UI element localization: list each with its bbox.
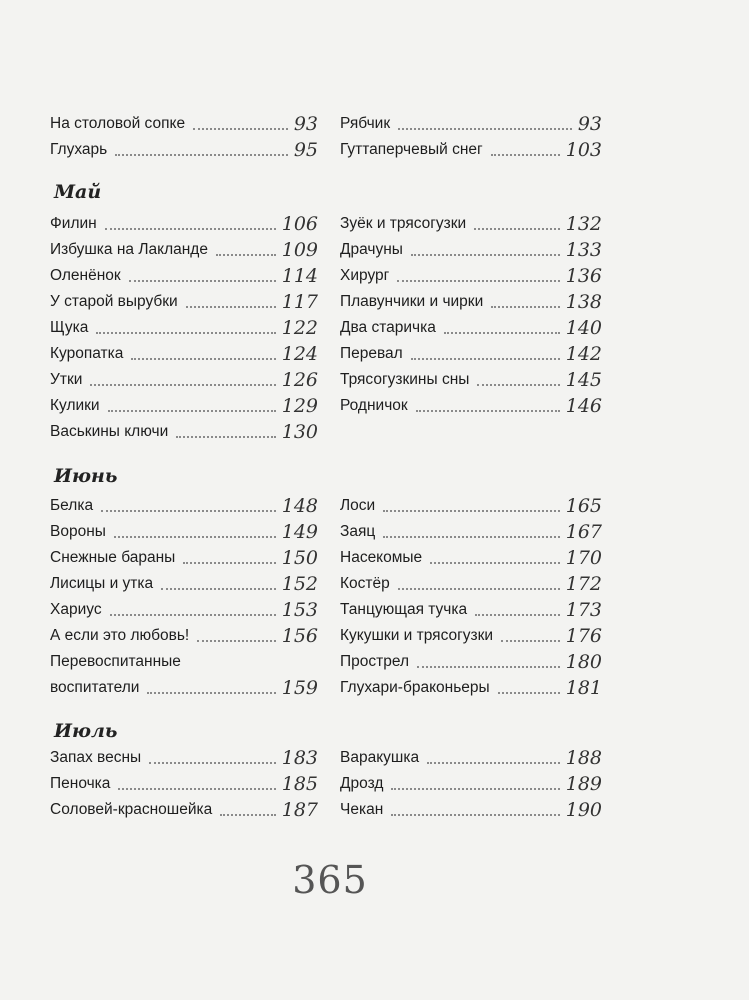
entry-page: 173 xyxy=(565,599,602,621)
entry-page: 117 xyxy=(281,291,318,313)
toc-entry xyxy=(50,548,318,568)
entry-title: Васькины ключи xyxy=(50,423,169,440)
toc-entry xyxy=(340,266,602,286)
entry-title: Гуттаперчевый снег xyxy=(340,141,483,158)
leader-dots xyxy=(115,154,288,156)
entry-page: 129 xyxy=(281,395,318,417)
toc-entry xyxy=(50,600,318,620)
entry-title: Утки xyxy=(50,371,83,388)
leader-dots xyxy=(475,614,560,616)
entry-title: Костёр xyxy=(340,575,390,592)
entry-title: Щука xyxy=(50,319,89,336)
entry-title: Глухарь xyxy=(50,141,108,158)
leader-dots xyxy=(417,666,560,668)
leader-dots xyxy=(391,788,559,790)
entry-page: 188 xyxy=(565,747,602,769)
toc-entry xyxy=(340,652,602,672)
toc-entry xyxy=(340,496,602,516)
toc-entry xyxy=(340,370,602,390)
toc-entry xyxy=(340,600,602,620)
toc-entry xyxy=(340,774,602,794)
entry-title: Кулики xyxy=(50,397,100,414)
entry-title: Заяц xyxy=(340,523,376,540)
entry-title: Зуёк и трясогузки xyxy=(340,215,467,232)
entry-page: 136 xyxy=(565,265,602,287)
toc-entry xyxy=(340,292,602,312)
toc-entry xyxy=(50,396,318,416)
toc-entry xyxy=(50,800,318,820)
entry-page: 109 xyxy=(281,239,318,261)
toc-entry xyxy=(50,344,318,364)
toc-entry xyxy=(50,422,318,442)
leader-dots xyxy=(398,588,560,590)
leader-dots xyxy=(96,332,275,334)
entry-page: 156 xyxy=(281,625,318,647)
entry-title: Драчуны xyxy=(340,241,403,258)
entry-page: 126 xyxy=(281,369,318,391)
toc-entry xyxy=(50,266,318,286)
toc-entry xyxy=(50,574,318,594)
entry-page: 150 xyxy=(281,547,318,569)
toc-entry xyxy=(340,748,602,768)
entry-title: Кукушки и трясогузки xyxy=(340,627,494,644)
entry-title: Оленёнок xyxy=(50,267,121,284)
entry-title: Насекомые xyxy=(340,549,423,566)
toc-entry xyxy=(340,396,602,416)
leader-dots xyxy=(398,128,572,130)
leader-dots xyxy=(477,384,559,386)
entry-page: 133 xyxy=(565,239,602,261)
leader-dots xyxy=(108,410,276,412)
leader-dots xyxy=(501,640,560,642)
entry-page: 106 xyxy=(281,213,318,235)
entry-page: 187 xyxy=(281,799,318,821)
entry-page: 189 xyxy=(565,773,602,795)
leader-dots xyxy=(183,562,275,564)
entry-page: 142 xyxy=(565,343,602,365)
toc-entry xyxy=(50,214,318,234)
entry-title: Белка xyxy=(50,497,94,514)
toc-entry xyxy=(340,678,602,698)
entry-title: Пеночка xyxy=(50,775,111,792)
entry-title-line2: воспитатели xyxy=(50,679,140,696)
entry-page: 138 xyxy=(565,291,602,313)
entry-page: 140 xyxy=(565,317,602,339)
entry-page: 124 xyxy=(281,343,318,365)
entry-page: 93 xyxy=(577,113,602,135)
toc-entry xyxy=(340,548,602,568)
toc-entry xyxy=(50,774,318,794)
entry-title: Филин xyxy=(50,215,97,232)
leader-dots xyxy=(176,436,275,438)
entry-page: 103 xyxy=(565,139,602,161)
toc-entry xyxy=(50,370,318,390)
entry-page: 190 xyxy=(565,799,602,821)
toc-entry xyxy=(50,114,318,134)
toc-entry xyxy=(50,140,318,160)
leader-dots xyxy=(383,510,560,512)
leader-dots xyxy=(118,788,275,790)
entry-page: 132 xyxy=(565,213,602,235)
entry-page: 122 xyxy=(281,317,318,339)
entry-page: 170 xyxy=(565,547,602,569)
entry-page: 149 xyxy=(281,521,318,543)
leader-dots xyxy=(397,280,559,282)
entry-title: Варакушка xyxy=(340,749,420,766)
leader-dots xyxy=(110,614,276,616)
leader-dots xyxy=(416,410,560,412)
entry-page: 181 xyxy=(565,677,602,699)
toc-entry xyxy=(50,318,318,338)
leader-dots xyxy=(391,814,559,816)
entry-title: Рябчик xyxy=(340,115,391,132)
section-heading-may: Май xyxy=(54,181,102,203)
toc-entry xyxy=(50,522,318,542)
toc-entry xyxy=(50,292,318,312)
entry-title: Куропатка xyxy=(50,345,124,362)
toc-entry xyxy=(340,240,602,260)
page-number: 365 xyxy=(292,858,368,902)
toc-entry xyxy=(340,574,602,594)
entry-page: 167 xyxy=(565,521,602,543)
entry-page: 183 xyxy=(281,747,318,769)
entry-page: 145 xyxy=(565,369,602,391)
leader-dots xyxy=(193,128,288,130)
entry-title: Глухари-браконьеры xyxy=(340,679,490,696)
entry-title: Запах весны xyxy=(50,749,142,766)
toc-entry xyxy=(50,626,318,646)
leader-dots xyxy=(147,692,275,694)
entry-title: Трясогузкины сны xyxy=(340,371,470,388)
leader-dots xyxy=(216,254,276,256)
entry-line2 xyxy=(50,678,318,698)
leader-dots xyxy=(383,536,559,538)
entry-title-line1: Перевоспитанные xyxy=(50,653,181,670)
entry-page: 114 xyxy=(281,265,318,287)
entry-page: 148 xyxy=(281,495,318,517)
leader-dots xyxy=(114,536,276,538)
entry-title: Родничок xyxy=(340,397,408,414)
entry-title: Избушка на Лакланде xyxy=(50,241,208,258)
entry-title: Хариус xyxy=(50,601,102,618)
leader-dots xyxy=(444,332,560,334)
entry-page: 180 xyxy=(565,651,602,673)
leader-dots xyxy=(131,358,275,360)
leader-dots xyxy=(186,306,276,308)
entry-title: Перевал xyxy=(340,345,403,362)
entry-title: Вороны xyxy=(50,523,106,540)
toc-entry xyxy=(50,240,318,260)
entry-title: Прострел xyxy=(340,653,410,670)
leader-dots xyxy=(101,510,276,512)
entry-page: 95 xyxy=(293,139,318,161)
leader-dots xyxy=(411,358,560,360)
toc-entry xyxy=(340,318,602,338)
section-heading-july: Июль xyxy=(54,720,118,742)
entry-page: 165 xyxy=(565,495,602,517)
toc-entry xyxy=(340,626,602,646)
leader-dots xyxy=(491,306,559,308)
toc-entry xyxy=(340,214,602,234)
entry-title: У старой вырубки xyxy=(50,293,178,310)
entry-title: А если это любовь! xyxy=(50,627,190,644)
entry-page: 176 xyxy=(565,625,602,647)
leader-dots xyxy=(129,280,276,282)
entry-title: Чекан xyxy=(340,801,384,818)
section-heading-june: Июнь xyxy=(54,465,118,487)
leader-dots xyxy=(427,762,560,764)
leader-dots xyxy=(149,762,276,764)
entry-title: Танцующая тучка xyxy=(340,601,468,618)
entry-title: Плавунчики и чирки xyxy=(340,293,484,310)
entry-page: 130 xyxy=(281,421,318,443)
leader-dots xyxy=(90,384,275,386)
entry-title: Хирург xyxy=(340,267,390,284)
entry-title: Соловей-красношейка xyxy=(50,801,213,818)
leader-dots xyxy=(430,562,560,564)
leader-dots xyxy=(411,254,560,256)
entry-page: 185 xyxy=(281,773,318,795)
leader-dots xyxy=(220,814,276,816)
toc-entry xyxy=(340,344,602,364)
entry-title: Лисицы и утка xyxy=(50,575,154,592)
entry-title: Два старичка xyxy=(340,319,436,336)
entry-page: 146 xyxy=(565,395,602,417)
entry-title: Дрозд xyxy=(340,775,384,792)
leader-dots xyxy=(105,228,276,230)
leader-dots xyxy=(474,228,560,230)
entry-page: 152 xyxy=(281,573,318,595)
entry-page: 153 xyxy=(281,599,318,621)
toc-entry xyxy=(50,496,318,516)
leader-dots xyxy=(498,692,560,694)
toc-entry xyxy=(340,114,602,134)
leader-dots xyxy=(161,588,276,590)
entry-title: Снежные бараны xyxy=(50,549,176,566)
entry-page: 159 xyxy=(281,677,318,699)
toc-entry xyxy=(340,522,602,542)
entry-page: 93 xyxy=(293,113,318,135)
toc-entry-multiline xyxy=(50,652,318,698)
toc-entry xyxy=(50,748,318,768)
entry-page: 172 xyxy=(565,573,602,595)
entry-title: На столовой сопке xyxy=(50,115,186,132)
entry-title: Лоси xyxy=(340,497,376,514)
toc-entry xyxy=(340,140,602,160)
leader-dots xyxy=(491,154,560,156)
leader-dots xyxy=(197,640,276,642)
toc-entry xyxy=(340,800,602,820)
